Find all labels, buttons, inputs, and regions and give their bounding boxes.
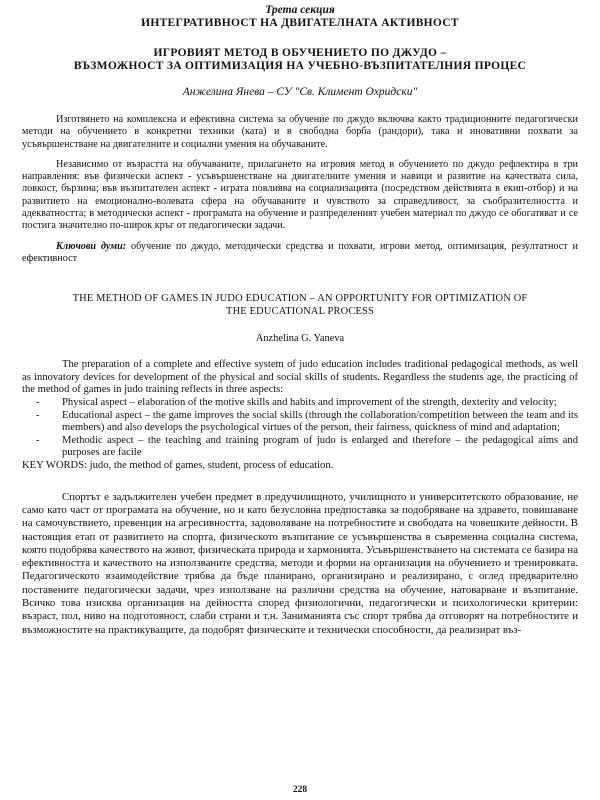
english-title-line-2: THE EDUCATIONAL PROCESS bbox=[226, 305, 374, 317]
dash-bullet-icon: - bbox=[36, 434, 40, 446]
aspect-text: Educational aspect – the game improves the social skills (through the collaboration/competition between the team and its members) and also develops the psychological virtues of the person, their fairness, quickness of mind and adaptation; bbox=[62, 409, 578, 434]
keywords-bg bbox=[22, 241, 578, 266]
english-title-line-1: THE METHOD OF GAMES IN JUDO EDUCATION – AN OPPORTUNITY FOR OPTIMIZATION OF bbox=[72, 293, 528, 305]
article-title bbox=[22, 47, 578, 73]
aspect-text: Methodic aspect – the teaching and training program of judo is enlarged and therefore – the pedagogical aims and purposes are facile bbox=[62, 434, 578, 459]
keywords-bg-text: обучение по джудо, методически средства и похвати, игрови метод, оптимизация, резултатност и ефективност bbox=[22, 240, 579, 264]
english-abstract-intro: The preparation of a complete and effective system of judo education includes traditional pedagogical methods, as well as innovatory devices for development of the physical and social skills of students. Regardless the students age, the practicing of the method of games in judo training reflects in three aspects: bbox=[22, 359, 578, 396]
article-title-line-2: ВЪЗМОЖНОСТ ЗА ОПТИМИЗАЦИЯ НА УЧЕБНО-ВЪЗПИТАТЕЛНИЯ ПРОЦЕС bbox=[73, 60, 527, 72]
article-author: Анжелина Янева – СУ "Св. Климент Охридски" bbox=[182, 86, 418, 98]
english-aspects-list bbox=[22, 397, 578, 460]
aspect-text: Physical aspect – elaboration of the motive skills and habits and improvement of the strength, dexterity and velocity; bbox=[62, 397, 557, 409]
abstract-bg-paragraph-1: Изготвянето на комплексна и ефективна система за обучение по джудо включва както традиционните педагогически методи на обучението в конкретни техники (ката) и в свободна борба (рандори), така и иновативни похвати за усъвършенстване на двигателните и социални умения на обучаваните. bbox=[22, 114, 578, 150]
list-item bbox=[22, 435, 578, 460]
abstract-bg-paragraph-2: Независимо от възрастта на обучаваните, прилагането на игровия метод в обучението по джудо рефлектира в три направления: във физически аспект - усъвършенстване на двигателните умения и навици и развитие на качествата сила, ловкост, бързина; във възпитателен аспект - играта повлиява на социализацията (посредством действията в екип-отбор) и на развитието на емоционално-волевата сфера на обучаваните и чувството за справедливост, за съобразителността и адекватността; в методически аспект - програмата на обучение и разпределеният учебен материал по джудо се обогатяват и се постига значително по-широк кръг от педагогически задачи. bbox=[22, 158, 578, 232]
english-title bbox=[22, 293, 578, 318]
list-item bbox=[22, 397, 578, 410]
keywords-bg-label: Ключови думи: bbox=[56, 240, 127, 252]
article-title-line-1: ИГРОВИЯТ МЕТОД В ОБУЧЕНИЕТО ПО ДЖУДО – bbox=[153, 47, 447, 59]
dash-bullet-icon: - bbox=[36, 409, 40, 421]
section-title: ИНТЕГРАТИВНОСТ НА ДВИГАТЕЛНАТА АКТИВНОСТ bbox=[141, 17, 459, 29]
section-label: Трета секция bbox=[265, 4, 335, 16]
body-paragraph: Спортът е задължителен учебен предмет в предучилищното, училищното и университетското образование, не само като част от програмата на обучение, но и като безусловна предпоставка за подобряване на здравето, повишаване на самочувствието, превенция на агресивността, задоволяване на потребностите и свободата на човешките дейности. В настоящия етап от развитието на спорта, физическото възпитание се усъвършенства в съвременна социална система, която подобрява качеството на живот, физическата природа и хармонията. Усъвършенстването на системата се базира на ефективността и качеството на използваните средства, методи и форми на организация на обучението и тренировката. Педагогическото взаимодействие трябва да бъде планирано, организирано и реализирано, с оглед предварително поставените педагогически задачи, чрез използване на различни средства на обучение, натоварване и възпитание. Всичко това изисква организация на дейността според физиологични, педагогически и психологически критерии: възраст, пол, ниво на подготовност, слаби страни и т.н. Заниманията със спорт трябва да отговорят на потребностите и възможностите на практикуващите, да подобрят физическите и технически способности, да реализират въз- bbox=[22, 490, 578, 636]
dash-bullet-icon: - bbox=[36, 397, 40, 409]
list-item bbox=[22, 410, 578, 435]
page-number: 228 bbox=[292, 785, 308, 795]
english-author: Anzhelina G. Yaneva bbox=[255, 333, 345, 345]
english-keywords: KEY WORDS: judo, the method of games, student, process of education. bbox=[22, 460, 334, 472]
